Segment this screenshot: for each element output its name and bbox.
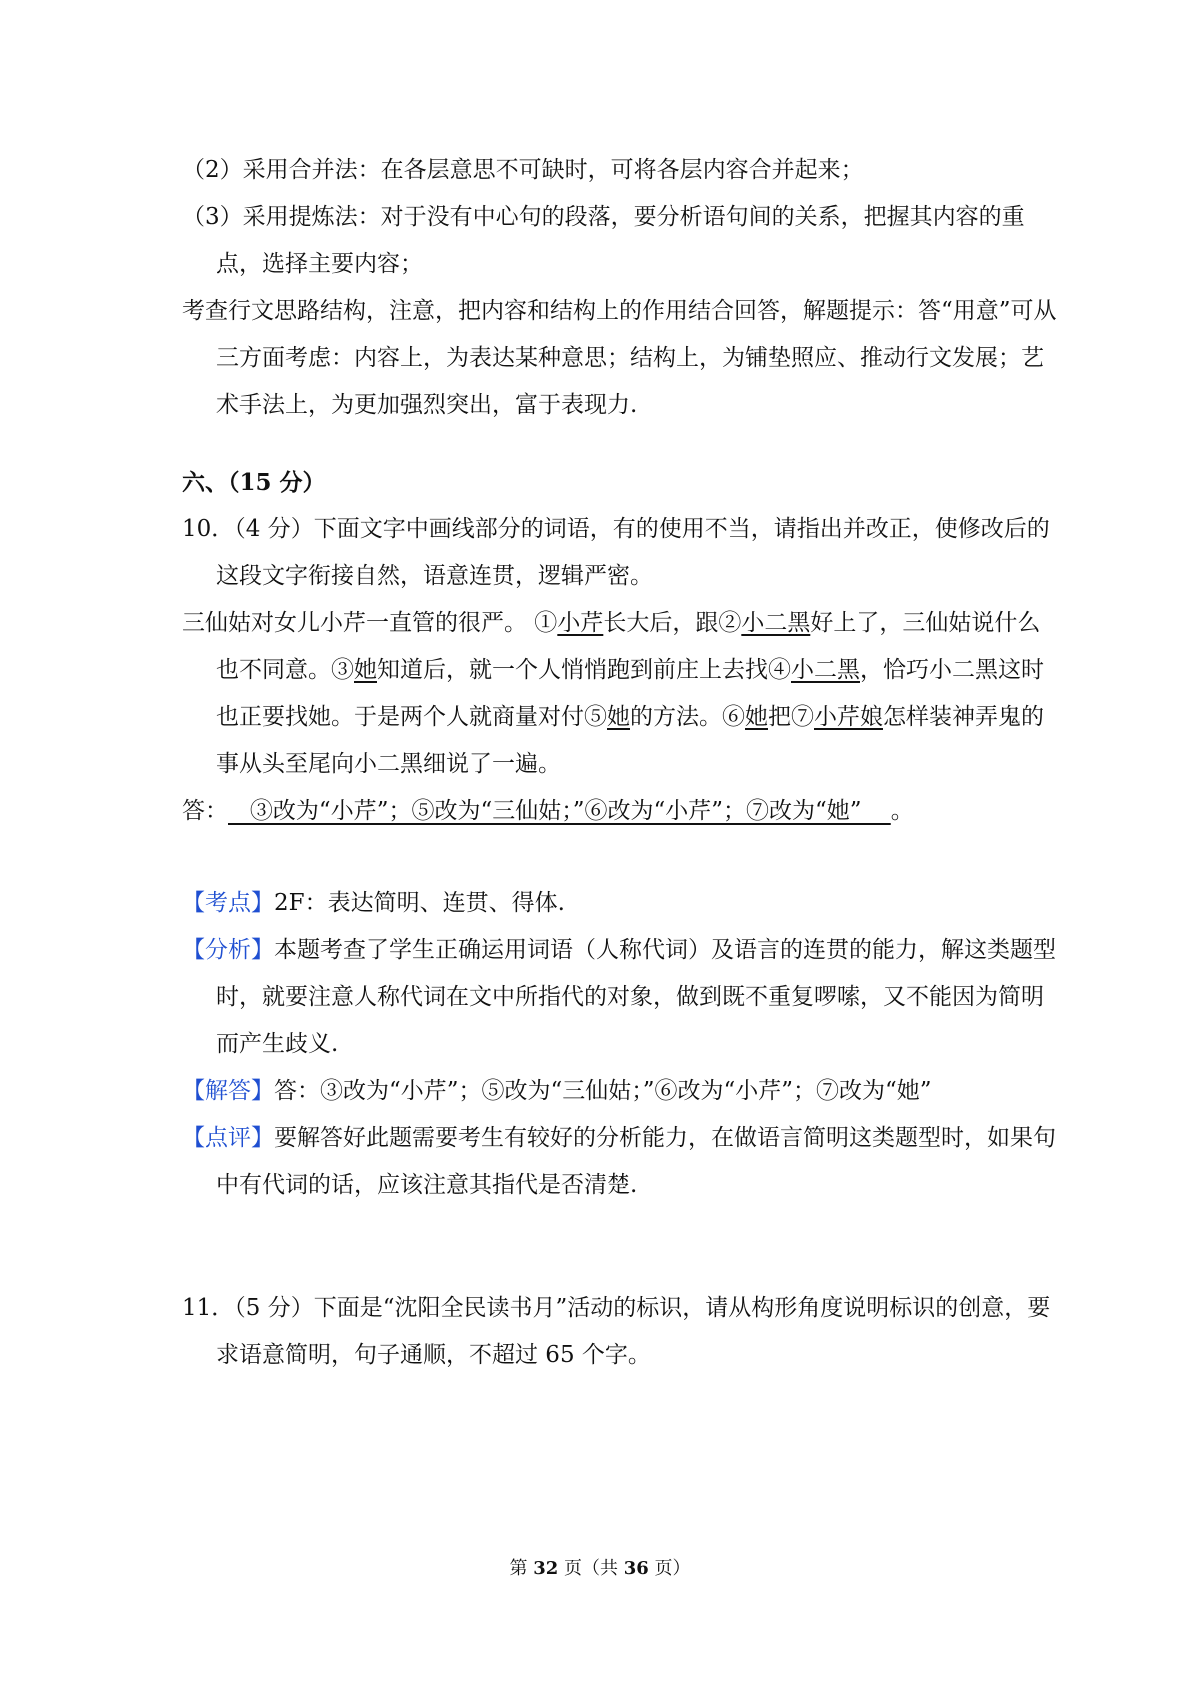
method-3-paragraph: （3）采用提炼法：对于没有中心句的段落，要分析语句间的关系，把握其内容的重点，选择主要内容；: [182, 204, 1025, 277]
fenxi-label: 【分析】: [182, 937, 274, 963]
dianping-label: 【点评】: [182, 1125, 274, 1151]
passage-text: 把⑦: [768, 704, 814, 730]
passage-text: 知道后，就一个人悄悄跑到前庄上去找④: [377, 657, 791, 683]
answer-text: ③改为“小芹”；⑤改为“三仙姑；”⑥改为“小芹”；⑦改为“她”: [228, 798, 891, 824]
dianping-text: 要解答好此题需要考生有较好的分析能力，在做语言简明这类题型时，如果句中有代词的话，应该注意其指代是否清楚.: [216, 1125, 1056, 1198]
passage-text: ，恰巧小二黑这时也正要找她。于是两个人就商量对付⑤: [216, 657, 1044, 730]
fenxi-paragraph: [182, 927, 1062, 1068]
underlined-word-5: 她: [607, 704, 630, 730]
passage-text: 长大后，跟②: [603, 610, 742, 636]
underlined-word-7: 小芹娘: [814, 704, 883, 730]
page-footer: [0, 1556, 1200, 1582]
footer-page-number: 32: [533, 1558, 559, 1579]
method-2-paragraph: （2）采用合并法：在各层意思不可缺时，可将各层内容合并起来；: [182, 157, 864, 183]
passage-text: 怎样装神弄鬼的事从头至尾向小二黑细说了一遍。: [216, 704, 1044, 777]
question-10-passage: [182, 600, 1062, 788]
passage-text: 的方法。⑥: [630, 704, 745, 730]
section-6-heading: 六、（15 分）: [182, 469, 326, 496]
passage-text: 三仙姑对女儿小芹一直管的很严。 ①: [182, 610, 558, 636]
answer-end: 。: [890, 798, 914, 824]
dianping-paragraph: [182, 1115, 1062, 1209]
jieda-paragraph: [182, 1068, 1062, 1115]
underlined-word-6: 她: [745, 704, 768, 730]
kaodian-label: 【考点】: [182, 890, 274, 916]
answer-label: 答：: [182, 798, 228, 824]
underlined-word-3: 她: [354, 657, 377, 683]
kaodian-paragraph: [182, 880, 1062, 927]
underlined-word-2: 小二黑: [741, 610, 811, 636]
passage-text: 好上了，三仙姑说什么也不同意。③: [216, 610, 1041, 683]
question-11-stem: 11．（5 分）下面是“沈阳全民读书月”活动的标识，请从构形角度说明标识的创意，要求语意简明，句子通顺，不超过 65 个字。: [182, 1295, 1051, 1368]
footer-total-pages: 36: [623, 1558, 649, 1579]
underlined-word-4: 小二黑: [791, 657, 860, 683]
footer-middle: 页（共: [558, 1558, 624, 1579]
structure-note-paragraph: 考查行文思路结构，注意，把内容和结构上的作用结合回答，解题提示：答“用意”可从三方面考虑：内容上，为表达某种意思；结构上，为铺垫照应、推动行文发展；艺术手法上，为更加强烈突出，富于表现力.: [182, 298, 1057, 418]
footer-prefix: 第: [509, 1558, 534, 1579]
question-10-answer-line: [182, 788, 1028, 835]
fenxi-text: 本题考查了学生正确运用词语（人称代词）及语言的连贯的能力，解这类题型时，就要注意人称代词在文中所指代的对象，做到既不重复啰嗦，又不能因为简明而产生歧义.: [216, 937, 1056, 1057]
jieda-label: 【解答】: [182, 1078, 274, 1104]
footer-suffix: 页）: [648, 1558, 691, 1579]
kaodian-text: 2F：表达简明、连贯、得体.: [274, 890, 565, 916]
question-10-stem: 10．（4 分）下面文字中画线部分的词语，有的使用不当，请指出并改正，使修改后的这段文字衔接自然，语意连贯，逻辑严密。: [182, 516, 1050, 589]
jieda-text: 答：③改为“小芹”；⑤改为“三仙姑；”⑥改为“小芹”；⑦改为“她”: [274, 1078, 932, 1104]
underlined-word-1: 小芹: [557, 610, 604, 636]
